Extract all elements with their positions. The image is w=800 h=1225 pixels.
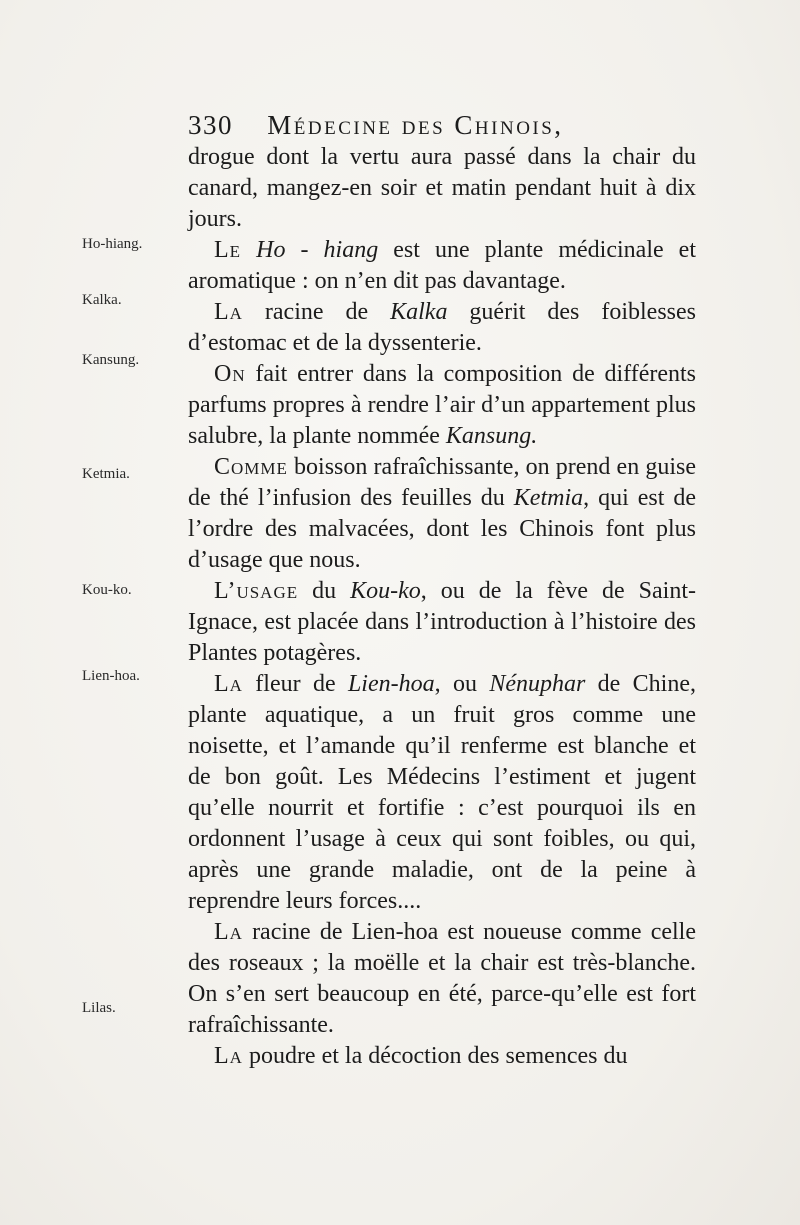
paragraph-kalka: La racine de Kalka guérit des foiblesses d’estomac et de la dyssenterie.: [188, 299, 696, 356]
margin-note-ketmia: Ketmia.: [82, 466, 130, 482]
margin-note-kou-ko: Kou-ko.: [82, 582, 132, 598]
paragraph-continuation: drogue dont la vertu aura passé dans la chair du canard, mangez-en soir et matin pendant huit à dix jours.: [188, 144, 696, 232]
running-title: Médecine des Chinois,: [267, 110, 564, 140]
paragraph-ho-hiang: Le Ho - hiang est une plante médicinale et aromatique : on n’en dit pas davantage.: [188, 237, 697, 294]
margin-note-lilas: Lilas.: [82, 1000, 116, 1016]
paragraph-ketmia: Comme boisson rafraîchissante, on prend en guise de thé l’infusion des feuilles du Ketmia, qui est de l’ordre des malvacées, dont les Chinois font plus d’usage que nous.: [188, 454, 697, 573]
paragraph-lien-hoa: La fleur de Lien-hoa, ou Nénuphar de Chine, plante aquatique, a un fruit gros comme une noisette, et l’amande qu’il renferme est blanche et de bon goût. Les Médecins l’estiment et jugent qu’elle nourrit et fortifie : c’est pourquoi ils en ordonnent l’usage à ceux qui sont foibles, ou qui, après une grande maladie, ont de la peine à reprendre leurs forces....: [188, 671, 697, 914]
page-number: 330: [188, 110, 233, 140]
margin-note-kalka: Kalka.: [82, 292, 122, 308]
paragraph-kou-ko: L’usage du Kou-ko, ou de la fève de Saint-Ignace, est placée dans l’introduction à l’histoire des Plantes potagères.: [188, 578, 697, 666]
paragraph-lien-hoa-root: La racine de Lien-hoa est noueuse comme celle des roseaux ; la moëlle et la chair est très-blanche. On s’en sert beaucoup en été, parce-qu’elle est fort rafraîchissante.: [188, 919, 696, 1038]
paragraph-kansung: On fait entrer dans la composition de différents parfums propres à rendre l’air d’un appartement plus salubre, la plante nommée Kansung.: [188, 361, 696, 449]
body-text: [188, 142, 696, 1072]
margin-note-lien-hoa: Lien-hoa.: [82, 668, 140, 684]
margin-note-ho-hiang: Ho-hiang.: [82, 236, 143, 252]
margin-note-kansung: Kansung.: [82, 352, 140, 368]
paragraph-lilas: La poudre et la décoction des semences du: [214, 1043, 628, 1069]
page-header: [188, 110, 698, 141]
